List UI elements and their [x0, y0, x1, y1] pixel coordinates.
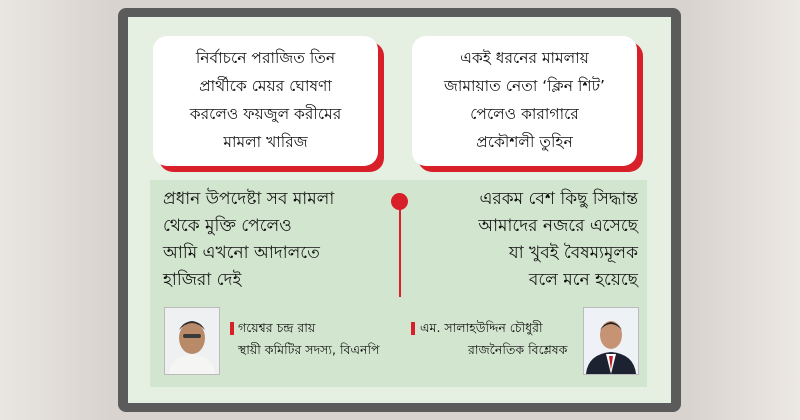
quote-line: থেকে মুক্তি পেলেও [163, 216, 292, 236]
person-name-left: গয়েশ্বর চন্দ্র রায় [238, 320, 316, 335]
quote-line: আমাদের নজরে এসেছে [478, 216, 638, 236]
headline-line: জামায়াত নেতা ‘ক্লিন শিট’ [444, 77, 605, 95]
headline-line: একই ধরনের মামলায় [460, 49, 589, 67]
person-role-right: রাজনৈতিক বিশ্লেষক [468, 342, 568, 357]
quote-line: প্রধান উপদেষ্টা সব মামলা [163, 189, 335, 209]
quote-left [163, 186, 334, 294]
headline-card-right [412, 36, 637, 166]
quote-line: হাজিরা দেই [163, 270, 242, 290]
headline-line: পেলেও কারাগারে [470, 105, 579, 123]
quote-line: এরকম বেশ কিছু সিদ্ধান্ত [479, 189, 638, 209]
person-photo-left [164, 307, 220, 375]
quote-line: যা খুবই বৈষম্যমূলক [508, 243, 638, 263]
divider-line [399, 205, 401, 297]
headline-line: নির্বাচনে পরাজিত তিন [195, 49, 336, 67]
headline-line: করলেও ফয়জুল করীমের [189, 105, 342, 123]
quote-line: আমি এখনো আদালতে [163, 243, 320, 263]
name-marker-left [230, 322, 234, 335]
headline-card-left [153, 36, 378, 166]
person-name-right: এম. সালাহউদ্দিন চৌধুরী [420, 320, 543, 335]
headline-line: প্রকৌশলী তুহিন [476, 133, 573, 151]
quote-line: বলে মনে হয়েছে [528, 270, 638, 290]
quote-right [420, 186, 638, 294]
person-role-left: স্থায়ী কমিটির সদস্য, বিএনপি [238, 342, 380, 357]
person-photo-right [583, 307, 639, 375]
name-marker-right [411, 322, 415, 335]
headline-line: প্রার্থীকে মেয়র ঘোষণা [199, 77, 332, 95]
headline-line: মামলা খারিজ [223, 133, 308, 151]
